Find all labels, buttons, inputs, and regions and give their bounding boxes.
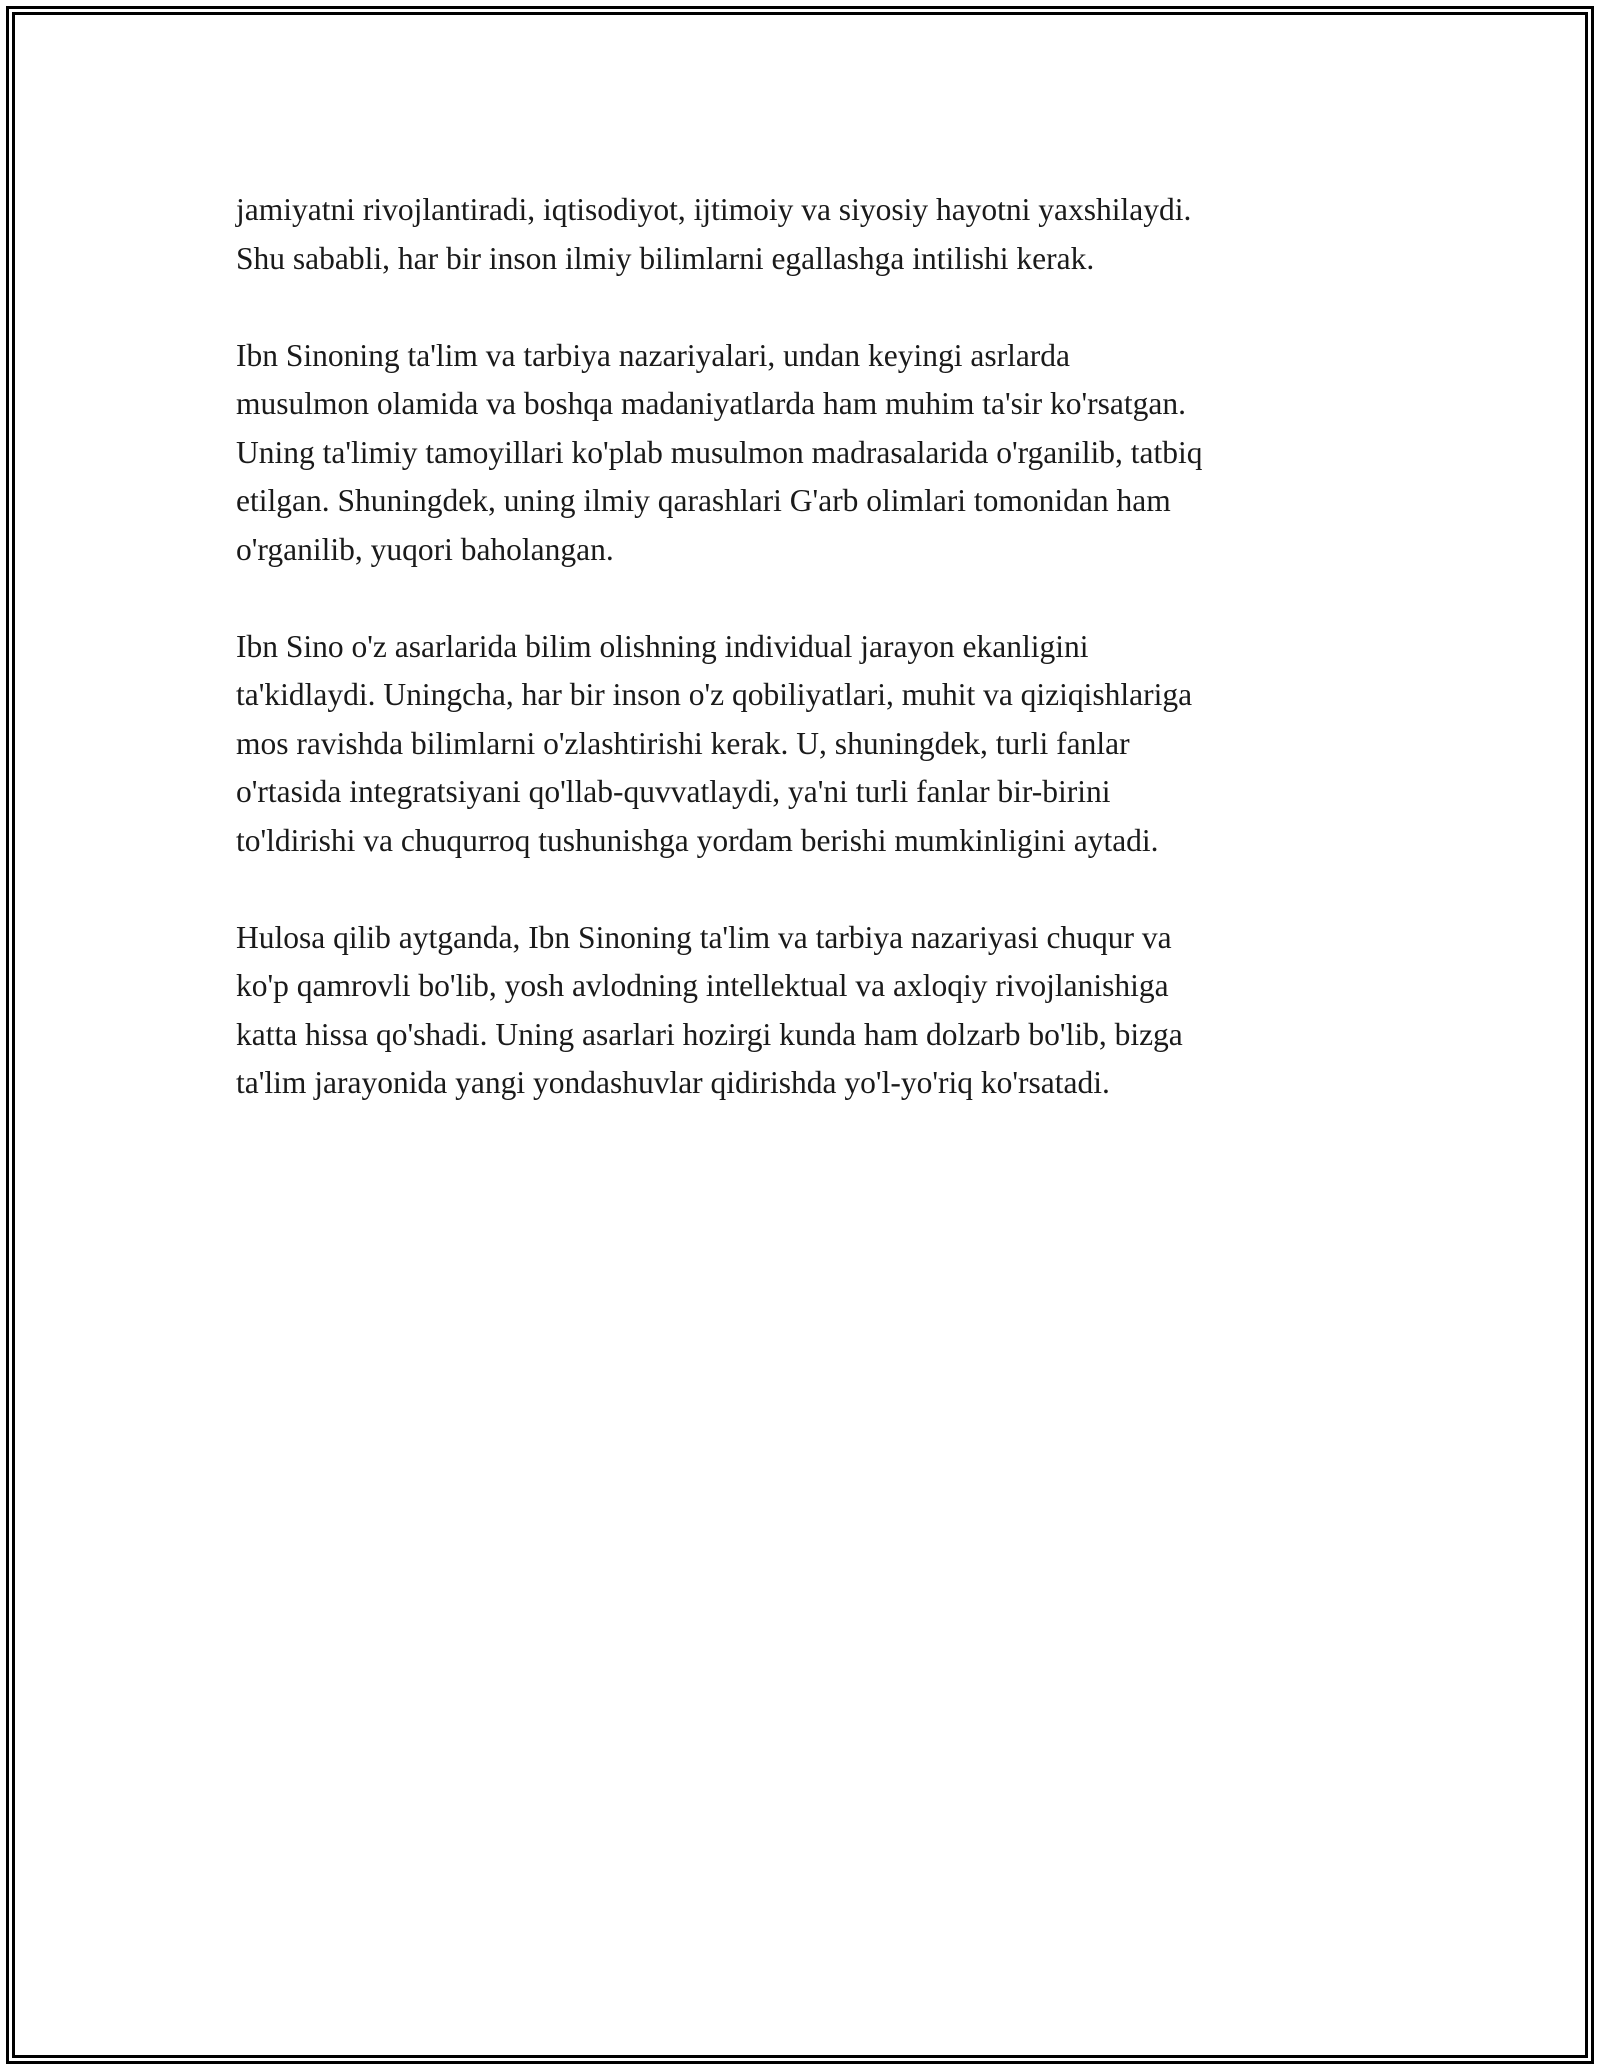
paragraph-intro-continuation: jamiyatni rivojlantiradi, iqtisodiyot, ijtimoiy va siyosiy hayotni yaxshilaydi. Shu sababli, har bir inson ilmiy bilimlarni egallashga intilishi kerak. xyxy=(236,192,1192,276)
paragraph-influence: Ibn Sinoning ta'lim va tarbiya nazariyalari, undan keyingi asrlarda musulmon olamida va boshqa madaniyatlarda ham muhim ta'sir ko'rsatgan. Uning ta'limiy tamoyillari ko'plab musulmon madrasalarida o'rganilib, tatbiq etilgan. Shuningdek, uning ilmiy qarashlari G'arb olimlari tomonidan ham o'rganilib, yuqori baholangan. xyxy=(236,337,1203,567)
document-body xyxy=(236,186,1366,1156)
paragraph-conclusion: Hulosa qilib aytganda, Ibn Sinoning ta'lim va tarbiya nazariyasi chuqur va ko'p qamrovli bo'lib, yosh avlodning intellektual va axloqiy rivojlanishiga katta hissa qo'shadi. Uning asarlari hozirgi kunda ham dolzarb bo'lib, bizga ta'lim jarayonida yangi yondashuvlar qidirishda yo'l-yo'riq ko'rsatadi. xyxy=(236,919,1183,1100)
paragraph-individual-learning: Ibn Sino o'z asarlarida bilim olishning individual jarayon ekanligini ta'kidlaydi. Uningcha, har bir inson o'z qobiliyatlari, muhit va qiziqishlariga mos ravishda bilimlarni o'zlashtirishi kerak. U, shuningdek, turli fanlar o'rtasida integratsiyani qo'llab-quvvatlaydi, ya'ni turli fanlar bir-birini to'ldirishi va chuqurroq tushunishga yordam berishi mumkinligini aytadi. xyxy=(236,628,1193,858)
